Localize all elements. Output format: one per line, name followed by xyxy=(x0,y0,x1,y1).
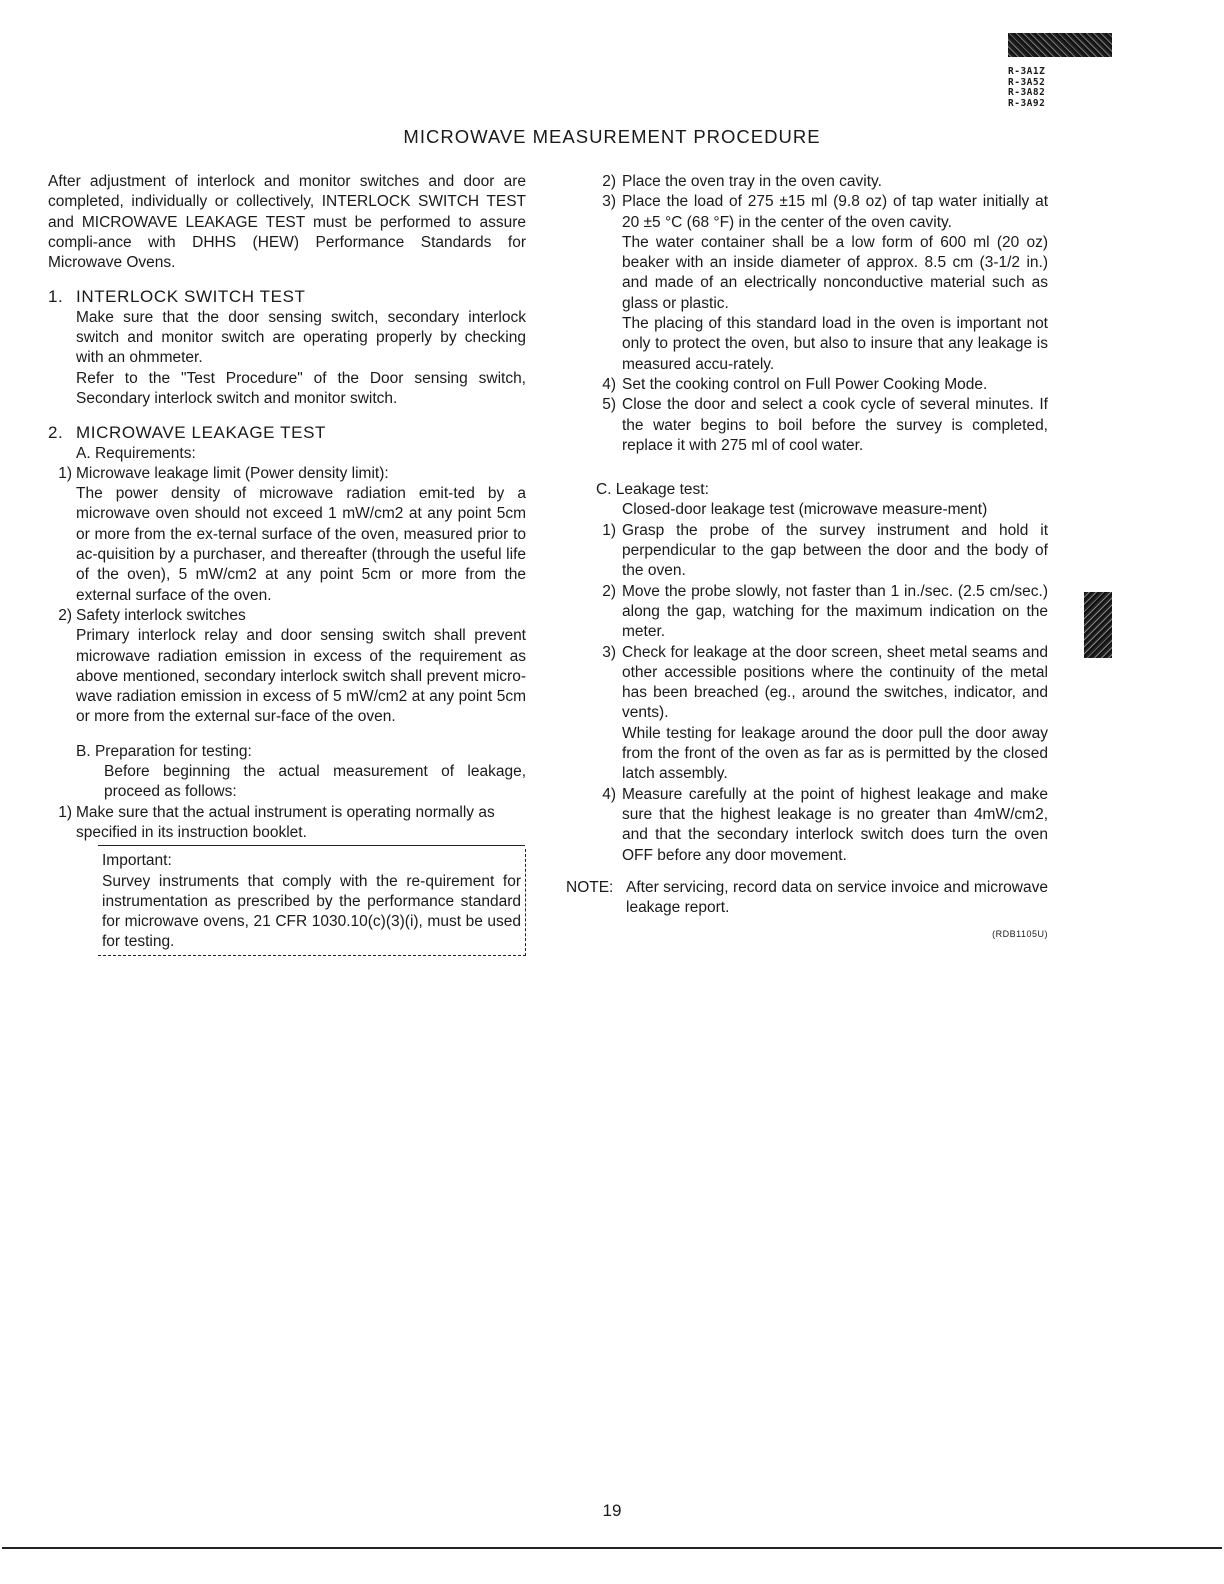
item-body: The water container shall be a low form of 600 ml (20 oz) beaker with an inside diameter of approx. 8.5 cm (3-1/2 in.) and made of an electrically nonconductive material such as glass or plastic. xyxy=(622,233,1048,312)
item-number: 4) xyxy=(602,375,616,393)
header-tab-mark xyxy=(1008,33,1112,57)
list-item xyxy=(566,172,1048,192)
item-body: Set the cooking control on Full Power Cooking Mode. xyxy=(622,375,988,393)
subsection-label: A. Requirements: xyxy=(76,444,196,462)
item-body: Primary interlock relay and door sensing switch shall prevent microwave radiation emission in excess of the requirement as above mentioned, secondary interlock switch shall prevent micro-wave radiation emission in excess of 5 mW/cm2 at any point 5cm or more from the external sur-face of the oven. xyxy=(76,627,526,726)
list-item xyxy=(566,521,1048,582)
section-heading-interlock xyxy=(48,287,526,307)
item-body: Place the load of 275 ±15 ml (9.8 oz) of tap water initially at 20 ±5 °C (68 °F) in the center of the oven cavity. xyxy=(622,193,1048,231)
model-number: R-3A1Z xyxy=(1008,66,1046,77)
item-number: 4) xyxy=(602,785,616,803)
intro-paragraph: After adjustment of interlock and monitor switches and door are completed, individually or collectively, INTERLOCK SWITCH TEST and MICROWAVE LEAKAGE TEST must be performed to assure compli-ance with DHHS (HEW) Performance Standards for Microwave Ovens. xyxy=(48,173,526,272)
list-item xyxy=(566,582,1048,643)
list-item xyxy=(566,192,1048,375)
subsection-label: B. Preparation for testing: xyxy=(76,742,252,760)
list-item xyxy=(48,464,526,606)
subsection-body: Before beginning the actual measurement of leakage, proceed as follows: xyxy=(104,763,526,801)
section-title: INTERLOCK SWITCH TEST xyxy=(76,287,306,307)
note-label: NOTE: xyxy=(566,878,614,896)
interlock-reference: Refer to the "Test Procedure" of the Door sensing switch, Secondary interlock switch and monitor switch. xyxy=(76,369,526,407)
page-number: 19 xyxy=(602,1501,622,1520)
item-title: Microwave leakage limit (Power density limit): xyxy=(76,464,389,482)
reference-code: (RDB1105U) xyxy=(992,929,1048,940)
section-number: 1. xyxy=(48,287,64,307)
item-number: 1) xyxy=(58,464,72,482)
item-body: Measure carefully at the point of highest leakage and make sure that the highest leakage is no greater than 4mW/cm2, and that the secondary interlock switch does turn the oven OFF before any door movement. xyxy=(622,785,1048,864)
item-number: 2) xyxy=(602,582,616,600)
left-column xyxy=(48,172,526,956)
item-number: 3) xyxy=(602,643,616,661)
model-number: R-3A52 xyxy=(1008,76,1046,88)
model-number: R-3A92 xyxy=(1008,97,1046,109)
item-body: The power density of microwave radiation emit-ted by a microwave oven should not exceed 1 mW/cm2 at any point 5cm or more from the ex-ternal surface of the oven, measured prior to ac-quisition by a purchaser, and thereafter (through the useful life of the oven), 5 mW/cm2 at any point 5cm or more from the external surface of the oven. xyxy=(76,485,526,604)
list-item xyxy=(566,785,1048,866)
item-body: Make sure that the actual instrument is operating normally as specified in its instruction booklet. xyxy=(76,803,495,841)
interlock-paragraph: Make sure that the door sensing switch, secondary interlock switch and monitor switch are operating properly by checking with an ohmmeter. xyxy=(76,308,526,367)
page-title: MICROWAVE MEASUREMENT PROCEDURE xyxy=(403,126,821,147)
section-title: MICROWAVE LEAKAGE TEST xyxy=(76,423,326,443)
note-body: After servicing, record data on service invoice and microwave leakage report. xyxy=(626,878,1048,917)
list-item xyxy=(48,606,526,728)
item-number: 3) xyxy=(602,193,616,211)
important-body: Survey instruments that comply with the re-quirement for instrumentation as prescribed by the performance standard for microwave ovens, 21 CFR 1030.10(c)(3)(i), must be used for testing. xyxy=(102,872,521,951)
subsection-body: Closed-door leakage test (microwave measure-ment) xyxy=(622,501,988,519)
model-number: R-3A82 xyxy=(1008,87,1046,98)
service-note xyxy=(566,878,1048,945)
right-column xyxy=(566,172,1048,945)
list-item xyxy=(566,643,1048,785)
item-body: While testing for leakage around the door pull the door away from the front of the oven as far as is permitted by the closed latch assembly. xyxy=(622,724,1048,783)
model-list xyxy=(1008,67,1045,109)
item-number: 1) xyxy=(58,803,72,821)
list-item xyxy=(48,803,526,844)
item-number: 2) xyxy=(602,173,616,190)
list-item xyxy=(566,375,1048,395)
important-label: Important: xyxy=(102,852,172,870)
item-body: Move the probe slowly, not faster than 1 in./sec. (2.5 cm/sec.) along the gap, watching for the maximum indication on the meter. xyxy=(622,582,1048,641)
footer-rule xyxy=(2,1547,1222,1549)
subsection-label: C. Leakage test: xyxy=(596,481,709,499)
item-body: The placing of this standard load in the oven is important not only to protect the oven, but also to insure that any leakage is measured accu-rately. xyxy=(622,315,1048,373)
section-heading-leakage xyxy=(48,423,526,443)
section-number: 2. xyxy=(48,423,64,443)
item-number: 5) xyxy=(602,396,616,414)
item-title: Safety interlock switches xyxy=(76,606,246,624)
list-item xyxy=(566,395,1048,456)
item-body: Close the door and select a cook cycle of several minutes. If the water begins to boil before the survey is completed, replace it with 275 ml of cool water. xyxy=(622,396,1048,454)
item-number: 1) xyxy=(602,521,616,539)
important-box xyxy=(98,849,526,955)
item-number: 2) xyxy=(58,606,72,624)
section-tab-mark xyxy=(1084,592,1112,658)
item-body: Grasp the probe of the survey instrument and hold it perpendicular to the gap between the door and the body of the oven. xyxy=(622,521,1048,580)
item-body: Check for leakage at the door screen, sheet metal seams and other accessible positions where the continuity of the metal has been breached (eg., around the switches, indicator, and vents). xyxy=(622,643,1048,722)
item-body: Place the oven tray in the oven cavity. xyxy=(622,173,882,190)
